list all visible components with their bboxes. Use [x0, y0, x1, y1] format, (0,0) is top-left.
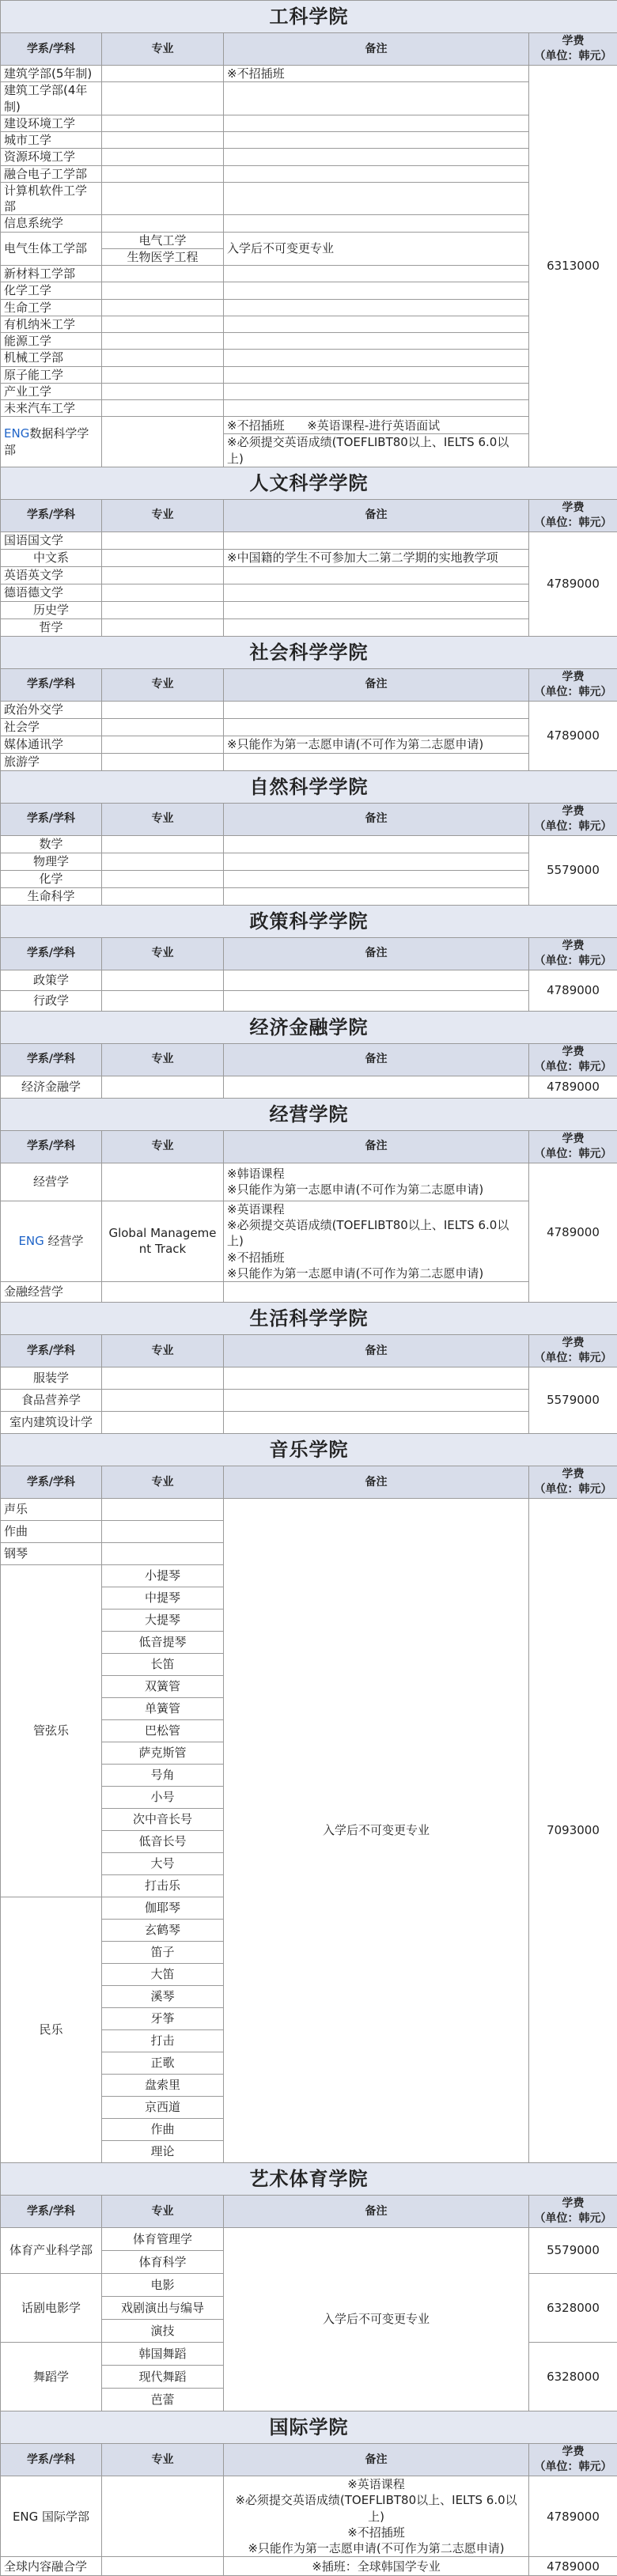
- dept-cell: 民乐: [1, 1897, 102, 2163]
- header-fee: 学费 （单位：韩元）: [529, 33, 617, 66]
- major-cell: 打击: [102, 2030, 224, 2052]
- header-note: 备注: [224, 1130, 529, 1163]
- dept-cell: 物理学: [1, 853, 102, 870]
- dept-cell: 计算机软件工学部: [1, 182, 102, 215]
- major-cell: 戏剧演出与编导: [102, 2297, 224, 2320]
- eng-tag: ENG: [4, 426, 29, 441]
- dept-cell: 化学: [1, 870, 102, 887]
- section-title: 社会科学学院: [1, 636, 617, 668]
- note-cell: ※英语课程 ※必须提交英语成绩(TOEFLIBT80以上、IELTS 6.0以上) ※不招插班 ※只能作为第一志愿申请(不可作为第二志愿申请): [224, 2476, 529, 2557]
- fee-cell: 4789000: [529, 2476, 617, 2557]
- note-cell: ※不招插班: [224, 66, 529, 82]
- header-major: 专业: [102, 937, 224, 970]
- dept-cell: 全球内容融合学: [1, 2557, 102, 2576]
- dept-cell: 信息系统学: [1, 215, 102, 232]
- section-title: 政策科学学院: [1, 905, 617, 937]
- dept-cell: 化学工学: [1, 282, 102, 299]
- header-fee: 学费 （单位：韩元）: [529, 668, 617, 701]
- dept-cell: 原子能工学: [1, 366, 102, 383]
- dept-cell: 经营学: [1, 1163, 102, 1201]
- dept-cell: ENG 国际学部: [1, 2476, 102, 2557]
- major-cell: 电气工学: [102, 232, 224, 248]
- dept-cell: 食品营养学: [1, 1390, 102, 1412]
- fee-cell: 4789000: [529, 1163, 617, 1302]
- major-cell: 现代舞蹈: [102, 2366, 224, 2389]
- header-major: 专业: [102, 668, 224, 701]
- fee-cell: 5579000: [529, 2228, 617, 2274]
- major-cell: 盘索里: [102, 2075, 224, 2097]
- header-major: 专业: [102, 2196, 224, 2228]
- section-title: 人文科学学院: [1, 467, 617, 499]
- note-cell: 入学后不可变更专业: [224, 1499, 529, 2163]
- header-major: 专业: [102, 1466, 224, 1499]
- fee-cell: 4789000: [529, 2557, 617, 2576]
- major-cell: 生物医学工程: [102, 248, 224, 265]
- header-dept: 学系/学科: [1, 1130, 102, 1163]
- header-fee: 学费 （单位：韩元）: [529, 499, 617, 531]
- dept-cell: 管弦乐: [1, 1565, 102, 1897]
- fee-cell: 7093000: [529, 1499, 617, 2163]
- dept-cell: 体育产业科学部: [1, 2228, 102, 2274]
- fee-cell: 4789000: [529, 970, 617, 1011]
- header-major: 专业: [102, 1130, 224, 1163]
- note-cell: ※必须提交英语成绩(TOEFLIBT80以上、IELTS 6.0以上): [224, 434, 529, 467]
- dept-cell: 旅游学: [1, 753, 102, 770]
- note-cell: ※韩语课程 ※只能作为第一志愿申请(不可作为第二志愿申请): [224, 1163, 529, 1201]
- section-title: 生活科学学院: [1, 1303, 617, 1335]
- note-cell: ※不招插班 ※英语课程-进行英语面试: [224, 417, 529, 434]
- dept-cell: 数学: [1, 835, 102, 853]
- section-title: 经营学院: [1, 1098, 617, 1130]
- dept-cell: 舞蹈学: [1, 2343, 102, 2411]
- fee-cell: 6328000: [529, 2274, 617, 2343]
- header-fee: 学费 （单位：韩元）: [529, 1043, 617, 1076]
- dept-cell: 有机纳米工学: [1, 316, 102, 332]
- dept-cell: 声乐: [1, 1499, 102, 1521]
- dept-cell: 话剧电影学: [1, 2274, 102, 2343]
- dept-cell: ENG 经营学: [1, 1201, 102, 1281]
- note-cell: ※英语课程 ※必须提交英语成绩(TOEFLIBT80以上、IELTS 6.0以上) ※不招插班 ※只能作为第一志愿申请(不可作为第二志愿申请): [224, 1201, 529, 1281]
- note-cell: ※只能作为第一志愿申请(不可作为第二志愿申请): [224, 736, 529, 753]
- dept-cell: 机械工学部: [1, 350, 102, 366]
- dept-cell: 产业工学: [1, 383, 102, 399]
- header-note: 备注: [224, 33, 529, 66]
- section-title: 艺术体育学院: [1, 2163, 617, 2196]
- major-cell: 低音提琴: [102, 1632, 224, 1654]
- major-cell: 小号: [102, 1787, 224, 1809]
- fee-cell: 4789000: [529, 701, 617, 770]
- major-cell: 萨克斯管: [102, 1742, 224, 1765]
- dept-cell: 政治外交学: [1, 701, 102, 718]
- dept-cell: 服装学: [1, 1367, 102, 1390]
- dept-cell: 城市工学: [1, 132, 102, 149]
- section-title: 国际学院: [1, 2411, 617, 2444]
- header-note: 备注: [224, 937, 529, 970]
- note-cell: 入学后不可变更专业: [224, 232, 529, 266]
- major-cell: 演技: [102, 2320, 224, 2343]
- header-note: 备注: [224, 2196, 529, 2228]
- major-cell: 单簧管: [102, 1698, 224, 1720]
- dept-cell: 电气生体工学部: [1, 232, 102, 266]
- section-title: 工科学院: [1, 1, 617, 33]
- header-note: 备注: [224, 1335, 529, 1367]
- major-cell: 京西道: [102, 2097, 224, 2119]
- header-fee: 学费 （单位：韩元）: [529, 937, 617, 970]
- header-dept: 学系/学科: [1, 1466, 102, 1499]
- major-cell: 次中音长号: [102, 1809, 224, 1831]
- fee-cell: 4789000: [529, 531, 617, 636]
- dept-cell: 钢琴: [1, 1543, 102, 1565]
- header-fee: 学费 （单位：韩元）: [529, 803, 617, 835]
- dept-cell: 能源工学: [1, 333, 102, 350]
- dept-cell: 建筑工学部(4年制): [1, 82, 102, 115]
- dept-cell: 新材料工学部: [1, 266, 102, 282]
- header-dept: 学系/学科: [1, 803, 102, 835]
- header-note: 备注: [224, 668, 529, 701]
- major-cell: 体育管理学: [102, 2228, 224, 2251]
- header-fee: 学费 （单位：韩元）: [529, 1466, 617, 1499]
- fee-cell: 5579000: [529, 1367, 617, 1434]
- dept-cell: ENG数据科学学部: [1, 417, 102, 467]
- major-cell: 号角: [102, 1765, 224, 1787]
- dept-cell: 英语英文学: [1, 566, 102, 584]
- dept-cell: 生命科学: [1, 887, 102, 905]
- header-major: 专业: [102, 2444, 224, 2476]
- dept-cell: 国语国文学: [1, 531, 102, 549]
- dept-cell: 生命工学: [1, 299, 102, 316]
- major-cell: 大笛: [102, 1964, 224, 1986]
- header-note: 备注: [224, 2444, 529, 2476]
- section-title: 音乐学院: [1, 1434, 617, 1466]
- dept-cell: 德语德文学: [1, 584, 102, 601]
- header-major: 专业: [102, 499, 224, 531]
- dept-cell: 媒体通讯学: [1, 736, 102, 753]
- major-cell: 正歌: [102, 2052, 224, 2075]
- header-note: 备注: [224, 803, 529, 835]
- major-cell: 芭蕾: [102, 2389, 224, 2411]
- dept-cell: 融合电子工学部: [1, 165, 102, 182]
- note-cell: ※中国籍的学生不可参加大二第二学期的实地教学项: [224, 549, 529, 566]
- fee-cell: 5579000: [529, 835, 617, 905]
- header-dept: 学系/学科: [1, 668, 102, 701]
- header-fee: 学费 （单位：韩元）: [529, 2196, 617, 2228]
- header-note: 备注: [224, 499, 529, 531]
- dept-cell: 作曲: [1, 1521, 102, 1543]
- major-cell: 伽耶琴: [102, 1897, 224, 1920]
- dept-cell: 社会学: [1, 718, 102, 736]
- major-cell: 中提琴: [102, 1587, 224, 1610]
- header-dept: 学系/学科: [1, 33, 102, 66]
- dept-cell: 未来汽车工学: [1, 400, 102, 417]
- header-note: 备注: [224, 1466, 529, 1499]
- eng-tag: ENG: [18, 1234, 44, 1248]
- major-cell: 韩国舞蹈: [102, 2343, 224, 2366]
- dept-cell: 行政学: [1, 990, 102, 1011]
- header-fee: 学费 （单位：韩元）: [529, 2444, 617, 2476]
- dept-cell: 金融经营学: [1, 1282, 102, 1303]
- major-cell: 巴松管: [102, 1720, 224, 1742]
- major-cell: 电影: [102, 2274, 224, 2297]
- major-cell: 长笛: [102, 1654, 224, 1676]
- header-dept: 学系/学科: [1, 2444, 102, 2476]
- header-fee: 学费 （单位：韩元）: [529, 1335, 617, 1367]
- dept-cell: 建筑学部(5年制): [1, 66, 102, 82]
- dept-cell: 资源环境工学: [1, 149, 102, 165]
- dept-cell: 历史学: [1, 601, 102, 618]
- major-cell: 理论: [102, 2141, 224, 2163]
- section-title: 经济金融学院: [1, 1011, 617, 1043]
- major-cell: 体育科学: [102, 2251, 224, 2274]
- note-cell: 入学后不可变更专业: [224, 2228, 529, 2411]
- header-dept: 学系/学科: [1, 1043, 102, 1076]
- header-major: 专业: [102, 803, 224, 835]
- major-cell: 打击乐: [102, 1875, 224, 1897]
- header-fee: 学费 （单位：韩元）: [529, 1130, 617, 1163]
- header-dept: 学系/学科: [1, 937, 102, 970]
- major-cell: 玄鹤琴: [102, 1920, 224, 1942]
- major-cell: 双簧管: [102, 1676, 224, 1698]
- major-cell: 牙筝: [102, 2008, 224, 2030]
- dept-cell: 哲学: [1, 618, 102, 636]
- header-dept: 学系/学科: [1, 1335, 102, 1367]
- header-note: 备注: [224, 1043, 529, 1076]
- section-title: 自然科学学院: [1, 770, 617, 803]
- fee-cell: 4789000: [529, 1076, 617, 1098]
- dept-cell: 室内建筑设计学: [1, 1412, 102, 1434]
- header-major: 专业: [102, 1335, 224, 1367]
- major-cell: Global Management Track: [102, 1201, 224, 1281]
- fee-cell: 6313000: [529, 66, 617, 467]
- note-cell: ※插班：全球韩国学专业: [224, 2557, 529, 2576]
- header-dept: 学系/学科: [1, 2196, 102, 2228]
- dept-cell: 政策学: [1, 970, 102, 990]
- major-cell: 笛子: [102, 1942, 224, 1964]
- major-cell: 大号: [102, 1853, 224, 1875]
- dept-cell: 经济金融学: [1, 1076, 102, 1098]
- dept-cell: 建设环境工学: [1, 115, 102, 131]
- major-cell: 大提琴: [102, 1610, 224, 1632]
- header-dept: 学系/学科: [1, 499, 102, 531]
- header-major: 专业: [102, 33, 224, 66]
- dept-cell: 中文系: [1, 549, 102, 566]
- major-cell: 小提琴: [102, 1565, 224, 1587]
- major-cell: 作曲: [102, 2119, 224, 2141]
- fee-cell: 6328000: [529, 2343, 617, 2411]
- major-cell: 低音长号: [102, 1831, 224, 1853]
- header-major: 专业: [102, 1043, 224, 1076]
- major-cell: 溪琴: [102, 1986, 224, 2008]
